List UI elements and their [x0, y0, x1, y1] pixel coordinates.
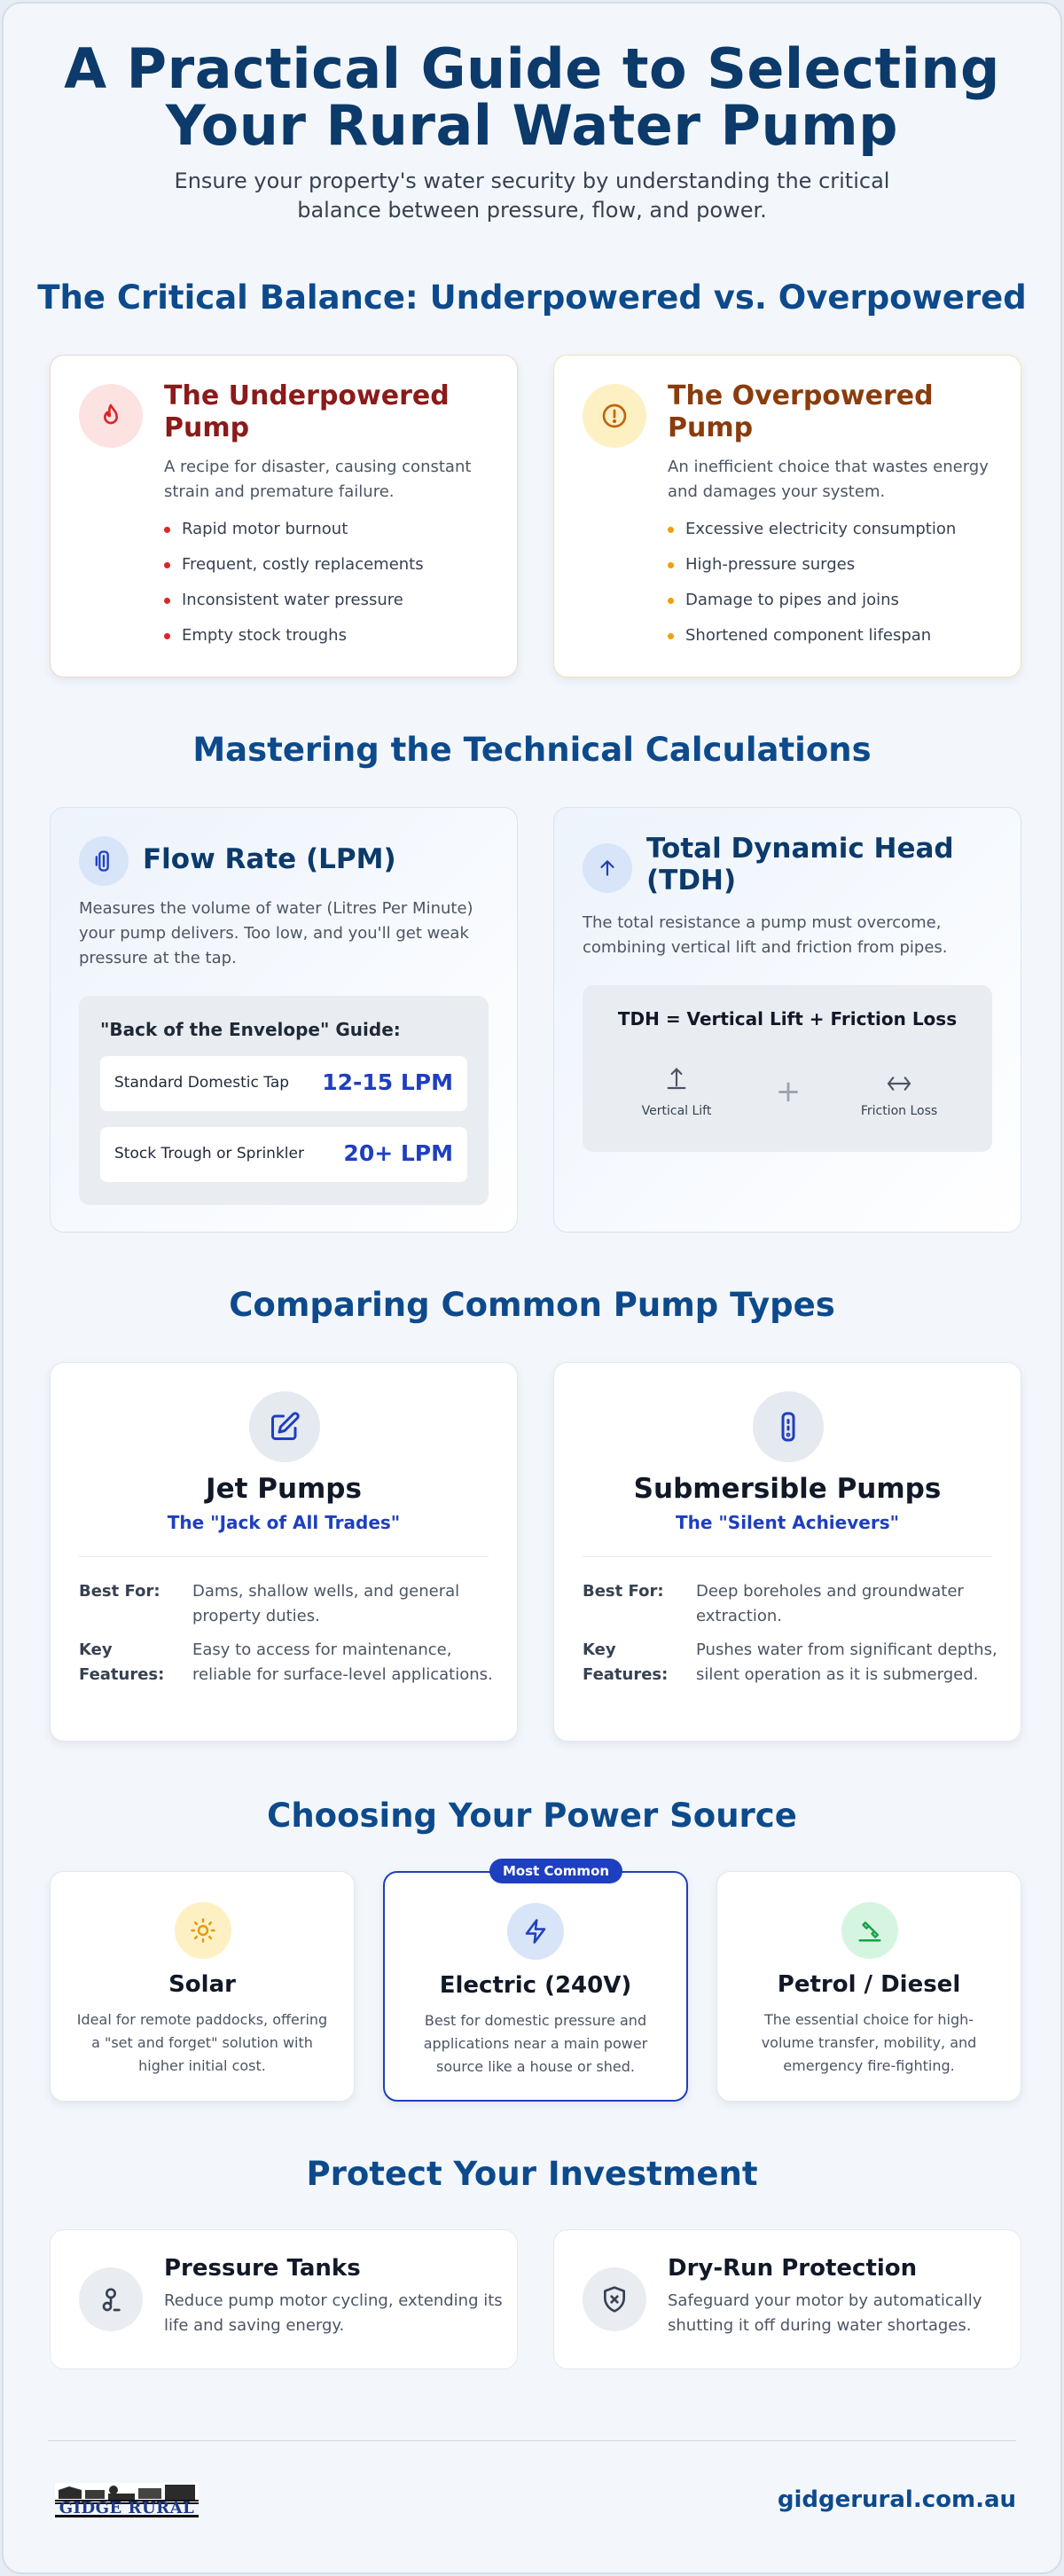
- protect-section-title: Protect Your Investment: [306, 2155, 758, 2193]
- overpowered-description: An inefficient choice that wastes energy and damages your system.: [668, 458, 989, 501]
- capsule-icon: [753, 1391, 824, 1462]
- underpowered-description: A recipe for disaster, causing constant strain and premature failure.: [164, 458, 472, 501]
- power-name: Solar: [168, 1971, 236, 1998]
- footer-divider: [48, 2440, 1016, 2441]
- flame-icon: [79, 384, 143, 448]
- pump-tagline: The "Silent Achievers": [675, 1512, 900, 1533]
- power-card-electric: [383, 1871, 688, 2102]
- friction-loss-label: Friction Loss: [860, 1104, 938, 1118]
- vertical-lift-item: [632, 1063, 721, 1118]
- protect-name: Pressure Tanks: [164, 2255, 361, 2282]
- flow-rate-title: Flow Rate (LPM): [143, 843, 396, 875]
- tdh-formula: TDH = Vertical Lift + Friction Loss: [617, 1008, 958, 1030]
- underpowered-list: [164, 519, 424, 661]
- pumps-section-title: Comparing Common Pump Types: [229, 1286, 835, 1324]
- list-item: Inconsistent water pressure: [164, 590, 424, 625]
- best-for-label: Best For:: [79, 1582, 160, 1601]
- gauge-icon: [79, 836, 129, 886]
- list-item: Excessive electricity consumption: [668, 519, 956, 554]
- power-description: Best for domestic pressure and applications near a main power source like a house or shed.: [423, 2012, 648, 2075]
- tdh-description: The total resistance a pump must overcome, combining vertical lift and friction from pipes.: [583, 913, 948, 957]
- shield-x-icon: [583, 2267, 646, 2331]
- power-card-fuel: [716, 1871, 1021, 2102]
- jet-pump-card: [50, 1362, 518, 1742]
- logo-text: GIDGE RURAL: [59, 2499, 195, 2517]
- list-item: Empty stock troughs: [164, 625, 424, 661]
- underpowered-title: The Underpowered Pump: [164, 380, 450, 443]
- friction-loss-item: [850, 1074, 948, 1118]
- vertical-lift-icon: [662, 1063, 691, 1092]
- page-subtitle: Ensure your property's water security by understanding the critical balance between pressure, flow, and power.: [174, 168, 890, 223]
- list-item: Frequent, costly replacements: [164, 554, 424, 590]
- list-item: Rapid motor burnout: [164, 519, 424, 554]
- pressure-tanks-card: [50, 2229, 518, 2369]
- lightning-icon: [507, 1903, 564, 1960]
- flow-guide-title: "Back of the Envelope" Guide:: [100, 1019, 401, 1040]
- flow-guide-row: [100, 1056, 467, 1111]
- power-description: The essential choice for high-volume transfer, mobility, and emergency fire-fighting.: [761, 2011, 977, 2074]
- key-features-label: Key Features:: [79, 1640, 165, 1684]
- guide-row-value: 20+ LPM: [343, 1140, 453, 1166]
- balance-section-title: The Critical Balance: Underpowered vs. Overpowered: [37, 278, 1027, 317]
- protect-description: Safeguard your motor by automatically shutting it off during water shortages.: [668, 2291, 982, 2335]
- power-name: Electric (240V): [439, 1972, 632, 1999]
- power-name: Petrol / Diesel: [777, 1971, 961, 1998]
- flow-guide-row: [100, 1127, 467, 1182]
- best-for-label: Best For:: [583, 1582, 664, 1601]
- divider: [79, 1556, 489, 1557]
- overpowered-list: [668, 519, 956, 661]
- guide-row-value: 12-15 LPM: [322, 1069, 453, 1095]
- infographic-page: [2, 2, 1062, 2574]
- list-item: High-pressure surges: [668, 554, 956, 590]
- website-link[interactable]: gidgerural.com.au: [777, 2486, 1016, 2513]
- hero: [4, 4, 1060, 225]
- dry-run-protection-card: [553, 2229, 1021, 2369]
- flow-rate-card: [50, 807, 518, 1233]
- protect-name: Dry-Run Protection: [668, 2255, 918, 2282]
- arrow-up-icon: [583, 843, 632, 893]
- pump-tagline: The "Jack of All Trades": [167, 1512, 401, 1533]
- key-features-value: Pushes water from significant depths, silent operation as it is submerged.: [696, 1640, 998, 1684]
- technical-section-title: Mastering the Technical Calculations: [192, 731, 872, 769]
- flow-guide-box: [79, 996, 489, 1205]
- edit-square-icon: [249, 1391, 320, 1462]
- submersible-pump-card: [553, 1362, 1021, 1742]
- power-section-title: Choosing Your Power Source: [267, 1797, 797, 1835]
- tdh-formula-box: [583, 985, 992, 1152]
- flow-rate-description: Measures the volume of water (Litres Per Minute) your pump delivers. Too low, and you'll get weak pressure at the tap.: [79, 899, 473, 967]
- guide-row-label: Standard Domestic Tap: [114, 1074, 290, 1092]
- tdh-card: [553, 807, 1021, 1233]
- best-for-value: Dams, shallow wells, and general property duties.: [192, 1582, 460, 1625]
- tank-icon: [79, 2267, 143, 2331]
- pump-name: Submersible Pumps: [633, 1473, 942, 1505]
- overpowered-title: The Overpowered Pump: [668, 380, 934, 443]
- sun-icon: [175, 1902, 231, 1959]
- best-for-value: Deep boreholes and groundwater extraction.: [696, 1582, 964, 1625]
- fuel-pump-icon: [841, 1902, 898, 1959]
- key-features-value: Easy to access for maintenance, reliable for surface-level applications.: [192, 1640, 493, 1684]
- tdh-title: Total Dynamic Head (TDH): [646, 833, 954, 897]
- most-common-badge: Most Common: [489, 1859, 622, 1883]
- key-features-label: Key Features:: [583, 1640, 669, 1684]
- divider: [583, 1556, 992, 1557]
- pump-name: Jet Pumps: [206, 1473, 362, 1505]
- power-card-solar: [50, 1871, 355, 2102]
- horizontal-arrows-icon: [885, 1074, 913, 1093]
- list-item: Damage to pipes and joins: [668, 590, 956, 625]
- vertical-lift-label: Vertical Lift: [641, 1104, 712, 1118]
- alert-circle-icon: [583, 384, 646, 448]
- gidge-rural-logo: [51, 2472, 202, 2522]
- guide-row-label: Stock Trough or Sprinkler: [114, 1145, 304, 1163]
- page-title: A Practical Guide to Selecting Your Rural Water Pump: [64, 36, 1000, 158]
- underpowered-card: [50, 355, 518, 677]
- overpowered-card: [553, 355, 1021, 677]
- list-item: Shortened component lifespan: [668, 625, 956, 661]
- protect-description: Reduce pump motor cycling, extending its life and saving energy.: [164, 2291, 503, 2335]
- plus-sign: +: [775, 1074, 802, 1109]
- power-description: Ideal for remote paddocks, offering a "set and forget" solution with higher initial cost.: [76, 2011, 328, 2074]
